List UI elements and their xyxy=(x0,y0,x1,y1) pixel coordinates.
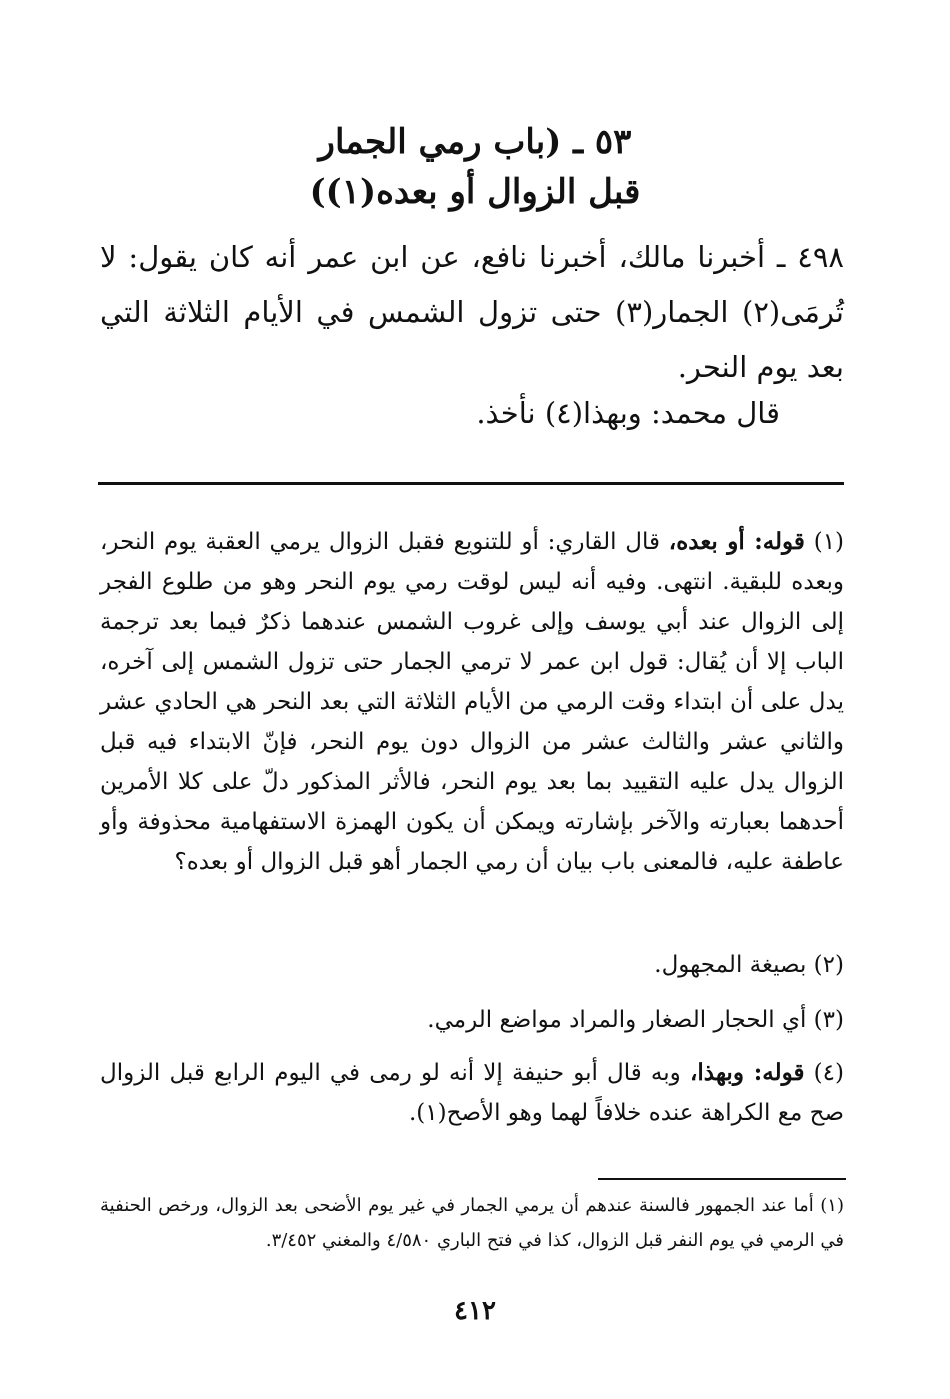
note-1-label: قوله: أو بعده، xyxy=(668,528,805,555)
footnote-separator xyxy=(98,482,844,485)
sub-footnote-marker: (١) xyxy=(820,1195,844,1216)
sub-footnote-text: أما عند الجمهور فالسنة عندهم أن يرمي الجمار في غير يوم الأضحى بعد الزوال، ورخص الحنفية في الرمي في يوم النفر قبل الزوال، كذا في فتح الباري ٤/٥٨٠ والمغني ٣/٤٥٢. xyxy=(100,1195,844,1251)
note-3 xyxy=(100,1000,844,1040)
sub-footnote xyxy=(100,1188,844,1258)
note-2-marker: (٢) xyxy=(813,952,844,978)
page-number: ٤١٢ xyxy=(454,1296,496,1326)
note-1-marker: (١) xyxy=(813,529,845,555)
chapter-title-line-1: ٥٣ ـ (باب رمي الجمار xyxy=(318,122,632,162)
note-1-text: قال القاري: أو للتنويع فقبل الزوال يرمي العقبة يوم النحر، وبعده للبقية. انتهى. وفيه أنه ليس لوقت رمي يوم النحر وهو من طلوع الفجر إلى الزوال عند أبي يوسف وإلى غروب الشمس عندهما ذكرٌ فيما بعد ترجمة الباب إلا أن يُقال: قول ابن عمر لا ترمي الجمار حتى تزول الشمس إلى آخره، يدل على أن ابتداء وقت الرمي من الأيام الثلاثة التي بعد النحر هي الحادي عشر والثاني عشر والثالث عشر من الزوال دون يوم النحر، فإنّ الابتداء فيه قبل الزوال يدل عليه التقييد بما بعد يوم النحر، فالأثر المذكور دلّ على كلا الأمرين أحدهما بعبارته والآخر بإشارته ويمكن أن يكون الهمزة الاستفهامية محذوفة وأو عاطفة عليه، فالمعنى باب بيان أن رمي الجمار أهو قبل الزوال أو بعده؟ xyxy=(100,529,844,875)
note-4-text: وبه قال أبو حنيفة إلا أنه لو رمى في اليوم الرابع قبل الزوال صح مع الكراهة عنده خلافاً لهما وهو الأصح(١). xyxy=(100,1060,844,1126)
note-1 xyxy=(100,522,844,882)
note-2 xyxy=(100,945,844,985)
note-3-marker: (٣) xyxy=(813,1007,844,1033)
note-3-text: أي الحجار الصغار والمراد مواضع الرمي. xyxy=(427,1007,807,1033)
muhammad-commentary: قال محمد: وبهذا(٤) نأخذ. xyxy=(476,396,780,430)
note-4-marker: (٤) xyxy=(813,1060,844,1086)
note-2-text: بصيغة المجهول. xyxy=(654,952,807,978)
note-4-label: قوله: وبهذا، xyxy=(689,1059,805,1086)
hadith-498-text: ٤٩٨ ـ أخبرنا مالك، أخبرنا نافع، عن ابن عمر أنه كان يقول: لا تُرمَى(٢) الجمار(٣) حتى تزول الشمس في الأيام الثلاثة التي بعد يوم النحر. xyxy=(100,240,844,384)
chapter-title-line-2: قبل الزوال أو بعده(١)) xyxy=(309,172,641,212)
note-4 xyxy=(100,1053,844,1133)
sub-footnote-separator xyxy=(598,1178,846,1180)
